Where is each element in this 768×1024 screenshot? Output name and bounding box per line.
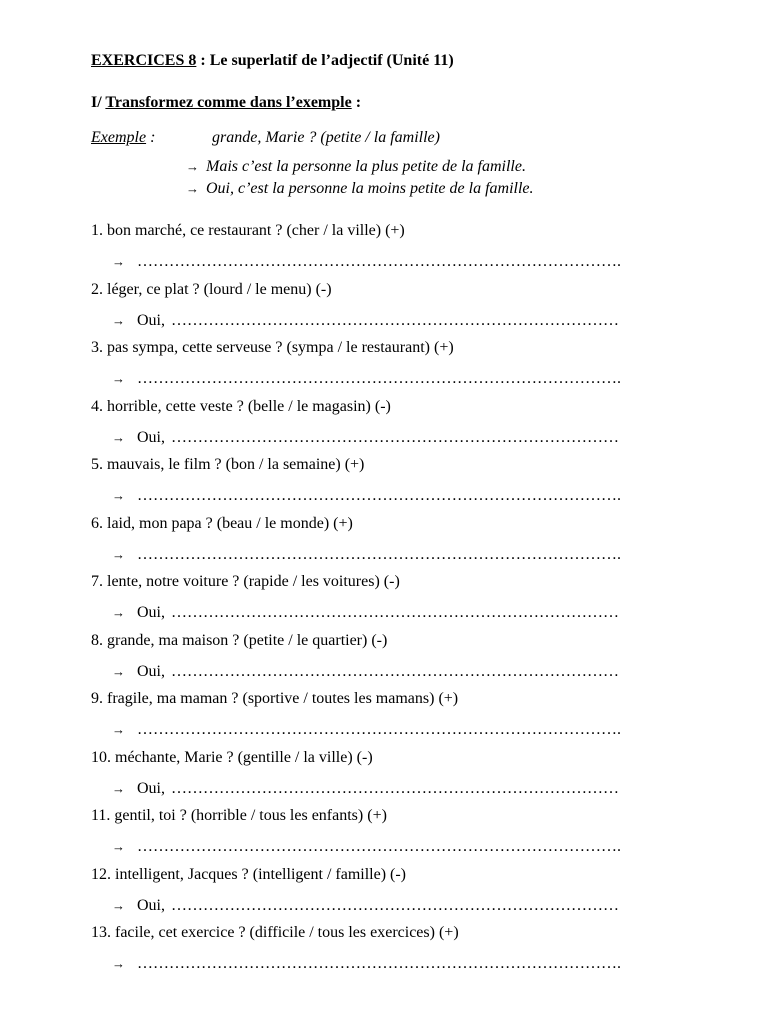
exercise-question: 11. gentil, toi ? (horrible / tous les enfants) (+) — [91, 807, 387, 824]
answer-line — [112, 487, 621, 505]
arrow-icon: → — [112, 897, 125, 913]
arrow-icon: → — [112, 312, 125, 328]
oui-prefix: Oui, — [137, 311, 165, 329]
exercise-question: 3. pas sympa, cette serveuse ? (sympa / le restaurant) (+) — [91, 339, 454, 356]
answer-line — [112, 370, 621, 388]
arrow-icon: → — [186, 159, 199, 174]
arrow-icon: → — [112, 546, 125, 562]
answer-blank: ………………………………………………………………………………. — [137, 545, 621, 563]
answer-line — [112, 955, 621, 973]
answer-blank: ………………………………………………………………………………. — [137, 253, 621, 270]
section-prefix: I/ — [91, 94, 106, 111]
arrow-icon: → — [112, 488, 125, 503]
answer-line — [112, 663, 619, 681]
exercise-question: 5. mauvais, le film ? (bon / la semaine) (+) — [91, 456, 365, 473]
example-prompt: grande, Marie ? (petite / la famille) — [212, 129, 440, 146]
example-colon: : — [146, 129, 156, 146]
answer-line — [112, 312, 619, 330]
answer-blank: ………………………………………………………………………………. — [137, 838, 621, 855]
example-answer-1 — [186, 158, 526, 176]
title-rest: : Le superlatif de l’adjectif (Unité 11) — [196, 52, 454, 69]
oui-prefix: Oui, — [137, 779, 165, 797]
answer-blank: ………………………………………………………………………………. — [137, 721, 621, 738]
exercise-question: 6. laid, mon papa ? (beau / le monde) (+) — [91, 514, 353, 532]
oui-prefix: Oui, — [137, 662, 165, 680]
answer-blank: ………………………………………………………………………… — [171, 428, 619, 446]
answer-blank: ………………………………………………………………………… — [171, 662, 619, 680]
section-suffix: : — [351, 94, 362, 111]
answer-line — [112, 780, 619, 798]
answer-blank: ………………………………………………………………………… — [171, 311, 619, 329]
exercise-question: 1. bon marché, ce restaurant ? (cher / la ville) (+) — [91, 222, 405, 239]
arrow-icon: → — [112, 254, 125, 269]
exercise-question: 10. méchante, Marie ? (gentille / la ville) (-) — [91, 748, 373, 766]
example-answer-text: Oui, c’est la personne la moins petite de la famille. — [206, 180, 534, 197]
answer-line — [112, 604, 619, 622]
answer-line — [112, 546, 621, 564]
arrow-icon: → — [112, 780, 125, 796]
exercise-question: 9. fragile, ma maman ? (sportive / toutes les mamans) (+) — [91, 690, 459, 707]
section-title: Transformez comme dans l’exemple — [105, 94, 352, 111]
answer-blank: ………………………………………………………………………… — [171, 896, 619, 914]
worksheet-title — [91, 52, 454, 70]
example-block — [91, 129, 440, 147]
arrow-icon: → — [186, 181, 199, 196]
answer-line — [112, 838, 621, 856]
arrow-icon: → — [112, 839, 125, 854]
answer-line — [112, 429, 619, 447]
arrow-icon: → — [112, 429, 125, 445]
answer-blank: ………………………………………………………………………………. — [137, 487, 621, 504]
exercise-question: 7. lente, notre voiture ? (rapide / les voitures) (-) — [91, 573, 400, 590]
exercise-question: 13. facile, cet exercice ? (difficile / tous les exercices) (+) — [91, 924, 459, 941]
example-answer-text: Mais c’est la personne la plus petite de la famille. — [206, 158, 526, 175]
answer-blank: ………………………………………………………………………………. — [137, 955, 621, 972]
answer-blank: ………………………………………………………………………… — [171, 604, 619, 621]
oui-prefix: Oui, — [137, 896, 165, 914]
exercise-question: 2. léger, ce plat ? (lourd / le menu) (-) — [91, 280, 332, 298]
answer-line — [112, 897, 619, 915]
exercise-question: 8. grande, ma maison ? (petite / le quartier) (-) — [91, 631, 388, 649]
oui-prefix: Oui, — [137, 428, 165, 446]
example-label: Exemple — [91, 129, 147, 146]
answer-blank: ………………………………………………………………………… — [171, 779, 619, 797]
oui-prefix: Oui, — [137, 604, 165, 621]
arrow-icon: → — [112, 956, 125, 971]
section-heading — [91, 94, 361, 112]
exercise-question: 4. horrible, cette veste ? (belle / le magasin) (-) — [91, 397, 391, 415]
arrow-icon: → — [112, 371, 125, 386]
answer-line — [112, 721, 621, 739]
example-answer-2 — [186, 180, 534, 198]
answer-blank: ………………………………………………………………………………. — [137, 370, 621, 387]
arrow-icon: → — [112, 605, 125, 620]
arrow-icon: → — [112, 722, 125, 737]
answer-line — [112, 253, 621, 271]
exercise-question: 12. intelligent, Jacques ? (intelligent / famille) (-) — [91, 865, 407, 883]
arrow-icon: → — [112, 663, 125, 679]
title-underlined: EXERCICES 8 — [91, 52, 197, 69]
